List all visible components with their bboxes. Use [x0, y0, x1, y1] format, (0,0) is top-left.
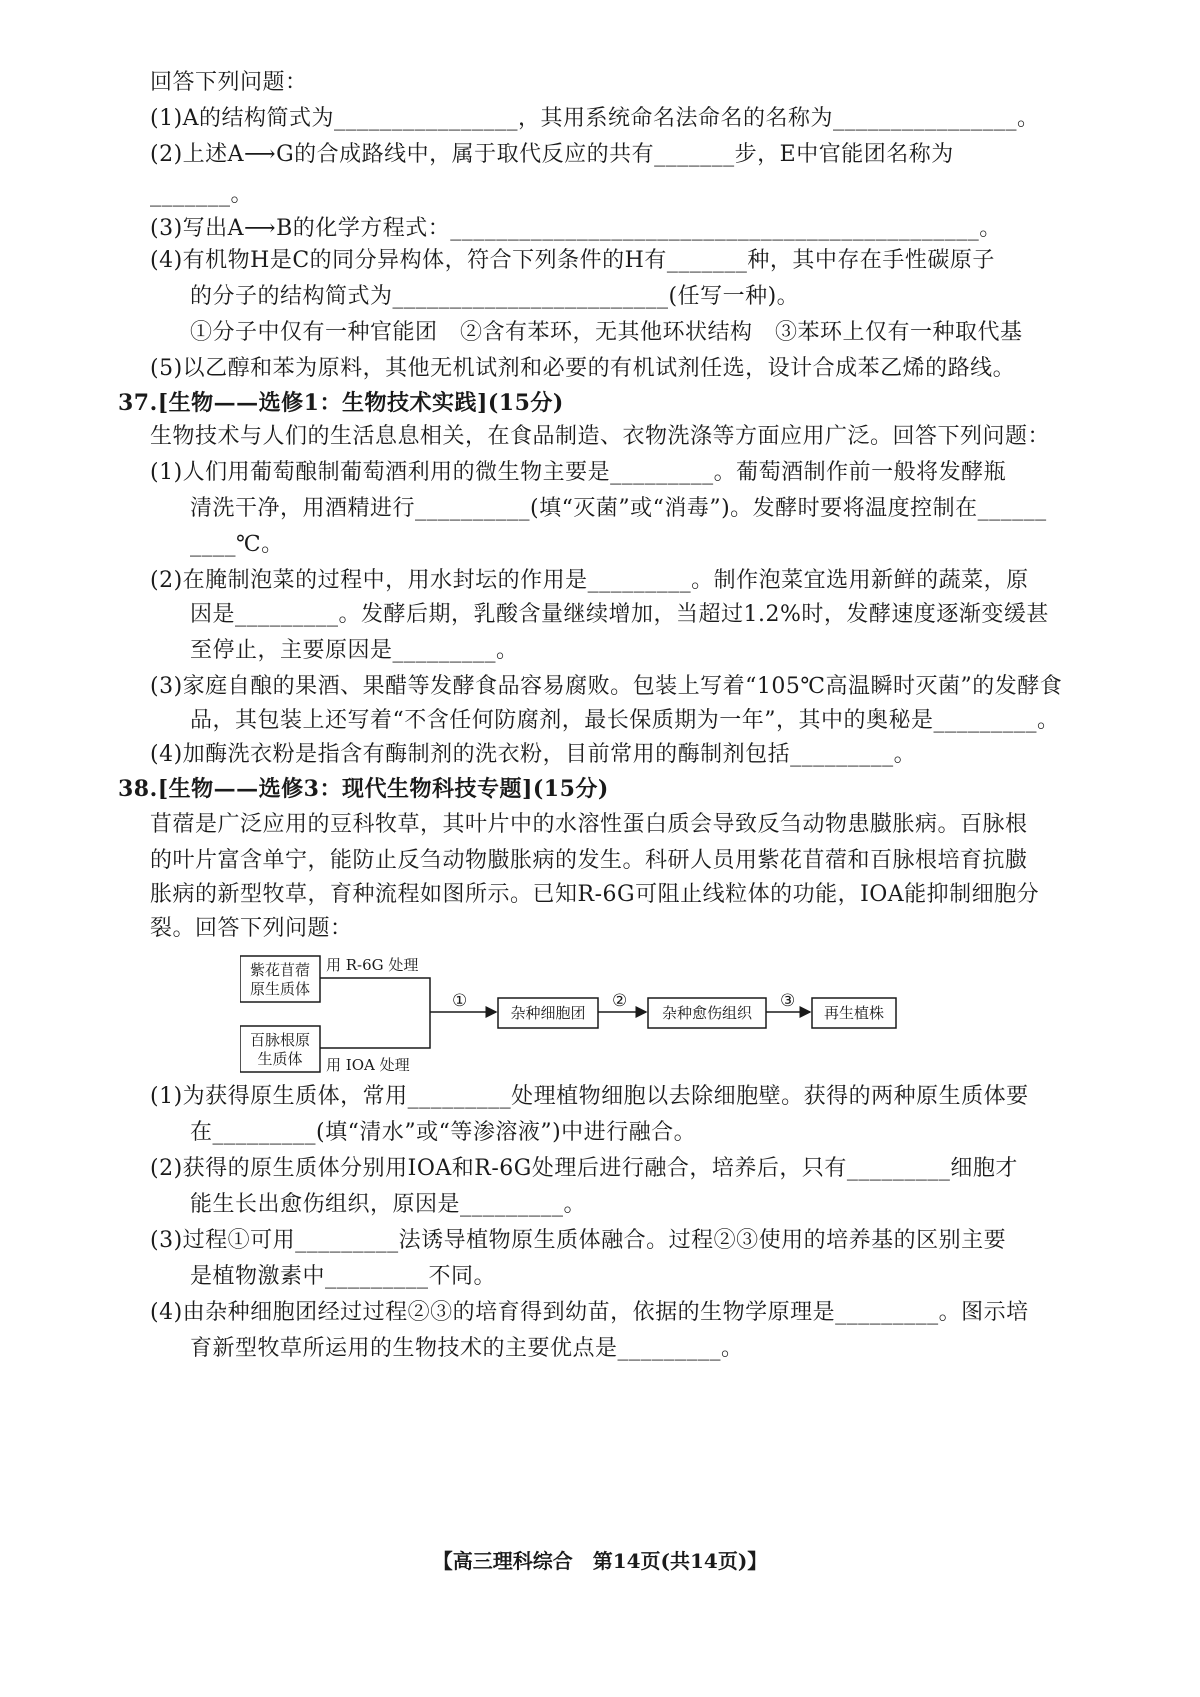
- line-4: (3)写出A⟶B的化学方程式：______________________________________________。: [150, 216, 1002, 241]
- line-23: 胀病的新型牧草，育种流程如图所示。已知R-6G可阻止线粒体的功能，IOA能抑制细胞分: [150, 882, 1040, 907]
- line-31: (4)由杂种细胞团经过过程②③的培育得到幼苗，依据的生物学原理是_________。图示培: [150, 1300, 1029, 1325]
- line-30: 是植物激素中_________不同。: [190, 1264, 497, 1289]
- line-19: (4)加酶洗衣粉是指含有酶制剂的洗衣粉，目前常用的酶制剂包括_________。: [150, 742, 917, 767]
- box1-label-line2: 原生质体: [249, 980, 311, 998]
- hybrid-callus-node: 杂种愈伤组织: [661, 1004, 753, 1022]
- box2-treatment-label: 用 IOA 处理: [326, 1056, 410, 1074]
- line-1: (1)A的结构简式为________________，其用系统命名法命名的名称为________________。: [150, 106, 1040, 131]
- line-16: 至停止，主要原因是_________。: [190, 638, 519, 663]
- breeding-flow-diagram: [240, 948, 920, 1078]
- line-14: (2)在腌制泡菜的过程中，用水封坛的作用是_________。制作泡菜宜选用新鲜的蔬菜，原: [150, 568, 1029, 593]
- line-22: 的叶片富含单宁，能防止反刍动物臌胀病的发生。科研人员用紫花苜蓿和百脉根培育抗臌: [150, 848, 1028, 873]
- line-7: ①分子中仅有一种官能团 ②含有苯环，无其他环状结构 ③苯环上仅有一种取代基: [190, 320, 1023, 345]
- line-17: (3)家庭自酿的果酒、果醋等发酵食品容易腐败。包装上写着“105℃高温瞬时灭菌”的发酵食: [150, 674, 1063, 699]
- line-25: (1)为获得原生质体，常用_________处理植物细胞以去除细胞壁。获得的两种原生质体要: [150, 1084, 1029, 1109]
- line-0: 回答下列问题：: [150, 70, 308, 95]
- line-11: (1)人们用葡萄酿制葡萄酒利用的微生物主要是_________。葡萄酒制作前一般将发酵瓶: [150, 460, 1007, 485]
- hybrid-cell-mass-node: 杂种细胞团: [510, 1004, 586, 1022]
- line-26: 在_________(填“清水”或“等渗溶液”)中进行融合。: [190, 1120, 697, 1145]
- regenerated-plant-node: 再生植株: [823, 1004, 885, 1022]
- box1-treatment-label: 用 R-6G 处理: [326, 956, 419, 974]
- line-32: 育新型牧草所运用的生物技术的主要优点是_________。: [190, 1336, 744, 1361]
- line-10: 生物技术与人们的生活息息相关，在食品制造、衣物洗涤等方面应用广泛。回答下列问题：: [150, 424, 1051, 449]
- line-5: (4)有机物H是C的同分异构体，符合下列条件的H有_______种，其中存在手性碳原子: [150, 248, 995, 273]
- box2-label-line2: 生质体: [257, 1050, 303, 1068]
- step-2-label: ②: [612, 991, 628, 1011]
- line-29: (3)过程①可用_________法诱导植物原生质体融合。过程②③使用的培养基的区别主要: [150, 1228, 1007, 1253]
- line-20: 38.[生物——选修3：现代生物科技专题](15分): [118, 776, 609, 802]
- line-13: ____℃。: [190, 532, 284, 557]
- line-9: 37.[生物——选修1：生物技术实践](15分): [118, 390, 564, 416]
- line-27: (2)获得的原生质体分别用IOA和R-6G处理后进行融合，培养后，只有_________细胞才: [150, 1156, 1018, 1181]
- line-18: 品，其包装上还写着“不含任何防腐剂，最长保质期为一年”，其中的奥秘是_________。: [190, 708, 1060, 733]
- box1-label-line1: 紫花苜蓿: [249, 961, 311, 979]
- line-28: 能生长出愈伤组织，原因是_________。: [190, 1192, 587, 1217]
- line-24: 裂。回答下列问题：: [150, 916, 353, 941]
- line-12: 清洗干净，用酒精进行__________(填“灭菌”或“消毒”)。发酵时要将温度控制在______: [190, 496, 1047, 521]
- box2-label-line1: 百脉根原: [249, 1031, 311, 1049]
- line-6: 的分子的结构简式为________________________(任写一种)。: [190, 284, 800, 309]
- line-21: 苜蓿是广泛应用的豆科牧草，其叶片中的水溶性蛋白质会导致反刍动物患臌胀病。百脉根: [150, 812, 1028, 837]
- step-3-label: ③: [780, 991, 796, 1011]
- step-1-label: ①: [452, 991, 468, 1011]
- line-3: _______。: [150, 182, 254, 207]
- line-15: 因是_________。发酵后期，乳酸含量继续增加，当超过1.2%时，发酵速度逐渐变缓甚: [190, 602, 1049, 627]
- page-footer: 【高三理科综合 第14页(共14页)】: [432, 1549, 768, 1573]
- line-2: (2)上述A⟶G的合成路线中，属于取代反应的共有_______步，E中官能团名称为: [150, 142, 954, 167]
- line-8: (5)以乙醇和苯为原料，其他无机试剂和必要的有机试剂任选，设计合成苯乙烯的路线。: [150, 356, 1016, 381]
